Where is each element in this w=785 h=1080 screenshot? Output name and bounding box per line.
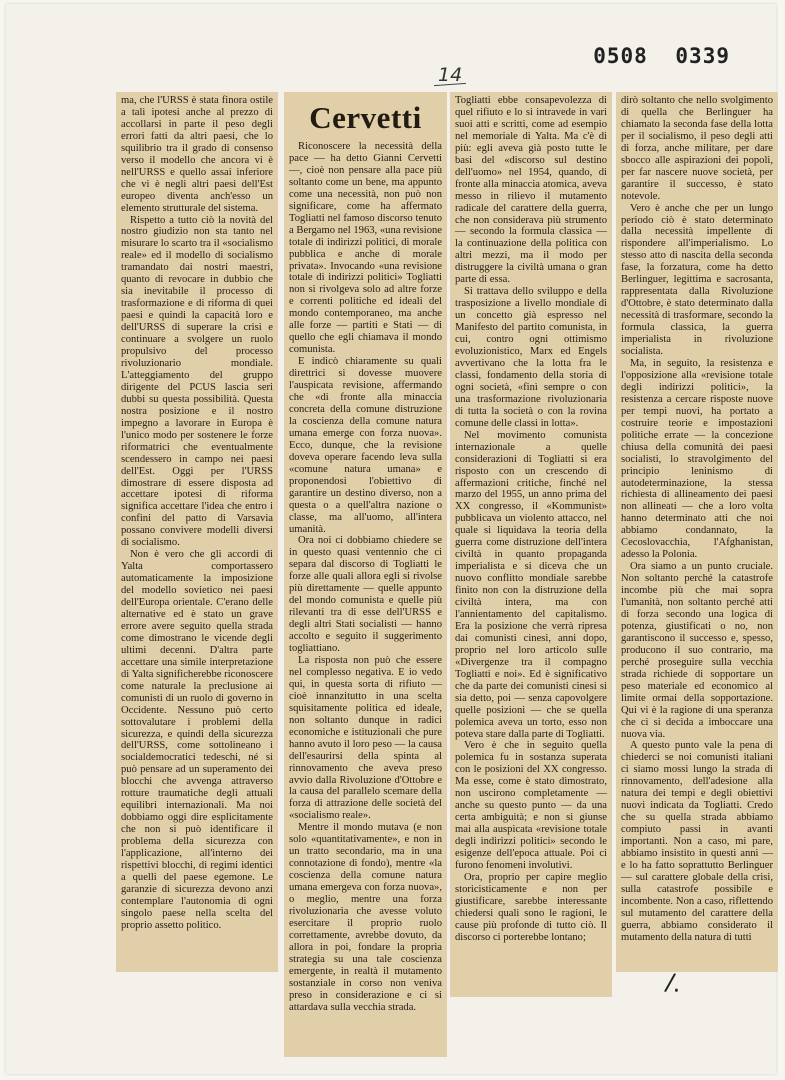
handwritten-check-mark: /. xyxy=(663,967,685,999)
paragraph: Mentre il mondo mutava (e non solo «quantitativamente», e non in un tratto secondario, ma in una connotazione di fondo), mentre «la coscienza della comune natura umana emergeva con forza nuova», o meglio, mentre una forza rivoluzionaria che avesse voluto esercitare il proprio ruolo correttamente, avrebbe dovuto, da allora in poi, fondare la propria strategia su una tale coscienza emergente, in realtà il mutamento sostanziale in corso non veniva preso in considerazione e ci si attardava sulla vecchia strada. xyxy=(289,822,442,1013)
article-column-3 xyxy=(450,92,612,997)
paragraph: Ora, proprio per capire meglio storicisticamente e non per giustificare, sarebbe interessante chiedersi quali sono le ragioni, le cause più profonde di tutto ciò. Il discorso ci porterebbe lontano; xyxy=(455,871,607,943)
handwritten-page-number: 14 xyxy=(438,64,463,86)
paragraph: Ma, in seguito, la resistenza e l'opposizione alla «revisione totale degli indirizzi politici», la resistenza a cercare risposte nuove per tempi nuovi, ha portato a costruire teorie e impostazioni politiche errate — la concezione chiusa della comunità dei paesi socialisti, lo stravolgimento del principio leninismo di autodeterminazione, la stessa richiesta di allineamento dei paesi non allineati — che a loro volta hanno determinato atti che noi abbiamo condannato, la Cecoslovacchia, l'Afghanistan, adesso la Polonia. xyxy=(621,357,773,561)
paragraph: Ora siamo a un punto cruciale. Non soltanto perché la catastrofe incombe più che mai sopra l'umanità, non soltanto perché atti di forza secondo una logica di potenza, giustificati o no, non garantiscono il successo e, spesso, producono il suo contrario, ma perché proseguire sulla vecchia strada richiede di sopportare un peso materiale ed economico al limite ormai della sopportazione. Qui vi è la ragione di una speranza che ci si decida a imboccare una nuova via. xyxy=(621,561,773,740)
clipping-sheet xyxy=(6,4,776,1074)
paragraph: E indicò chiaramente su quali direttrici si dovesse muovere l'auspicata revisione, affermando che «di fronte alla minaccia concreta della comune distruzione la coscienza della comune natura umana emerge con forza nuova». Ecco, dunque, che la revisione doveva operare facendo leva sulla «comune natura umana» e proponendosi l'obiettivo di garantire un destino diverso, non a questa o a quell'altra nazione o classe, ma all'uomo, all'intera umanità. xyxy=(289,356,442,535)
article-column-2 xyxy=(284,92,447,1057)
paragraph: A questo punto vale la pena di chiederci se noi comunisti italiani ci siamo mossi lungo la strada di rinnovamento, dell'adesione alla natura dei tempi e degli obiettivi nuovi indicata da Togliatti. Credo che su quella strada abbiamo compiuto passi in avanti importanti. Non a caso, mi pare, abbiamo insistito in questi anni — e lo ha fatto soprattutto Berlinguer — sul carattere globale della crisi, sulla catastrofe possibile e incombente. Non a caso, riflettendo sul mutamento del carattere della guerra, abbiamo considerato il mutamento della natura di tutti xyxy=(621,740,773,943)
article-column-1 xyxy=(116,92,278,972)
paragraph: Nel movimento comunista internazionale a quelle considerazioni di Togliatti si era risposto con un crescendo di affermazioni critiche, finché nel marzo del 1955, un anno prima del XX congresso, il «Kommunist» pubblicava un violento attacco, nel quale si liquidava la teoria della guerra come distruzione dell'intera civiltà in quanto propaganda imperialista e si diceva che un nuovo conflitto mondiale sarebbe finito non con la distruzione della civiltà intera, ma con l'annientamento del capitalismo. Era la posizione che verrà ripresa dai comunisti cinesi, anni dopo, proprio nel loro articolo sulle «Divergenze tra il compagno Togliatti e noi». Ed è significativo che da parte dei comunisti cinesi si sia detto, poi — senza capovolgere quelle posizioni — che se quella polemica aveva un torto, esso non poteva stare dalla parte di Togliatti. xyxy=(455,429,607,740)
article-headline: Cervetti xyxy=(309,100,422,135)
paragraph: ma, che l'URSS è stata finora ostile a tali ipotesi anche al prezzo di accollarsi in parte il peso degli errori fatti da altri paesi, che lo squilibrio tra il grado di consenso verso il modello che ancora vi è nell'URSS e quello assai inferiore che vi è negli altri paesi dell'Est europeo diventa anch'esso un elemento strutturale del sistema. xyxy=(121,95,273,214)
paragraph: La risposta non può che essere nel complesso negativa. E io vedo qui, in questa sorta di rifiuto — cioè innanzitutto in una scelta squisitamente politica ed ideale, non soltanto dunque in radici economiche e istituzionali che pure hanno avuto il loro peso — la causa dell'esaurirsi della spinta al rinnovamento che aveva preso avvio dalla Rivoluzione d'Ottobre e la causa del parallelo scemare della forza di attrazione delle società del «socialismo reale». xyxy=(289,654,442,822)
paragraph: Vero è che in seguito quella polemica fu in sostanza superata con le posizioni del XX congresso. Ma esse, come è stato dimostrato, non uscirono completamente — anche su questo punto — da una certa ambiguità; e non si giunse mai alla auspicata «revisione totale degli indirizzi politici» secondo le esigenze dell'epoca attuale. Poi ci furono fenomeni involutivi. xyxy=(455,740,607,871)
paragraph: dirò soltanto che nello svolgimento di quella che Berlinguer ha chiamato la seconda fase della lotta per il socialismo, il peso degli atti di forza, anche militare, per dare sbocco alle aspirazioni dei popoli, per far nascere nuove società, per garantire il successo, è stato notevole. xyxy=(621,95,773,202)
paragraph: Togliatti ebbe consapevolezza di quel rifiuto e lo si intravede in vari suoi atti e scritti, come ad esempio nel memoriale di Yalta. Ma c'è di più: egli aveva già posto tutte le basi del «discorso sul destino dell'uomo» nel 1954, quando, di fronte alla minaccia atomica, aveva messo in rilievo il mutamento radicale del carattere della guerra, che non considerava più strumento — secondo la formula classica — la continuazione della politica con altri mezzi, ma il modo per distruggere la civiltà umana o gran parte di essa. xyxy=(455,95,607,286)
paragraph: Vero è anche che per un lungo periodo ciò è stato determinato dalla necessità impellente di rispondere all'imperialismo. Lo stesso atto di nascita della seconda fase, la forzatura, come ha detto Berlinguer, legittima e sacrosanta, rappresentata dalla Rivoluzione d'Ottobre, è stato determinato dalla necessità di trasformare, secondo la formula classica, la guerra imperialista in rivoluzione socialista. xyxy=(621,202,773,358)
paragraph: Si trattava dello sviluppo e della trasposizione a livello mondiale di un concetto già espresso nel Manifesto del partito comunista, in cui, contro ogni ottimismo evoluzionistico, Marx ed Engels avvertivano che la lotta fra le classi, fondamento della storia di ogni società, «finì sempre o con una trasformazione rivoluzionaria di tutta la società o con la rovina comune delle classi in lotta». xyxy=(455,286,607,429)
archive-code: 0508 0339 xyxy=(593,44,730,68)
paragraph: Non è vero che gli accordi di Yalta comportassero automaticamente la imposizione del modello sovietico nei paesi dell'Europa orientale. C'erano delle alternative ed è stato un grave errore avere seguito quella strada come dimostrano le vicende degli ultimi decenni. D'altra parte accettare una simile interpretazione di Yalta significherebbe riconoscere come naturale la preclusione ai comunisti di un ruolo di governo in Occidente. Nessuno può certo sottovalutare i problemi della sicurezza, e quindi della sicurezza dell'URSS, come sottolineano i socialdemocratici tedeschi, né si può pensare ad un superamento dei blocchi che avvenga attraverso rotture traumatiche degli attuali equilibri internazionali. Ma noi dobbiamo oggi dire esplicitamente che non si può identificare il problema della sicurezza con l'applicazione, all'interno dei rispettivi blocchi, di regimi identici a quelli del paese egemone. Le garanzie di sicurezza devono anzi contemplare l'autonomia di ogni singolo paese nella scelta del proprio assetto politico. xyxy=(121,549,273,931)
paragraph: Riconoscere la necessità della pace — ha detto Gianni Cervetti —, cioè non pensare alla pace più soltanto come un bene, ma appunto come una necessità, non può non significare, come ha affermato Togliatti nel famoso discorso tenuto a Bergamo nel 1963, «una revisione totale di indirizzi politici, di morale pubblica e anche di morale privata». Invocando «una revisione totale di indirizzi politici» Togliatti non si rivolgeva solo ad altre forze e correnti politiche ed ideali del mondo contemporaneo, ma anche alle forze — partiti e Stati — di quello che egli chiamava il mondo comunista. xyxy=(289,141,442,356)
paragraph: Rispetto a tutto ciò la novità del nostro giudizio non sta tanto nel misurare lo scarto tra il «socialismo reale» ed il modello di socialismo tramandato dai nostri maestri, quanto di revocare in dubbio che sia inevitabile il processo di trasformazione e di riforma di quei paesi e quindi la capacità loro e dell'URSS di superare la crisi e continuare a svolgere un ruolo propulsivo del processo rivoluzionario mondiale. L'atteggiamento del gruppo dirigente del PCUS lascia seri dubbi su questa possibilità. Questa nostra posizione e il nostro impegno a lavorare in Europa è l'unico modo per sostenere le forze riformatrici che eventualmente scendessero in campo nei paesi dell'Est. Oggi per l'URSS dimostrare di essere disposta ad accettare ipotesi di riforma significa accettare l'idea che entro i confini del patto di Varsavia possano convivere modelli diversi di socialismo. xyxy=(121,214,273,549)
paragraph: Ora noi ci dobbiamo chiedere se in questo quasi ventennio che ci separa dal discorso di Togliatti le forze alle quali allora egli si rivolse più direttamente — quelle appunto del mondo comunista e quelle più rilevanti tra di esse dell'URSS e degli altri Stati socialisti — hanno accolto e seguito il suggerimento togliattiano. xyxy=(289,535,442,655)
article-column-4 xyxy=(616,92,778,972)
